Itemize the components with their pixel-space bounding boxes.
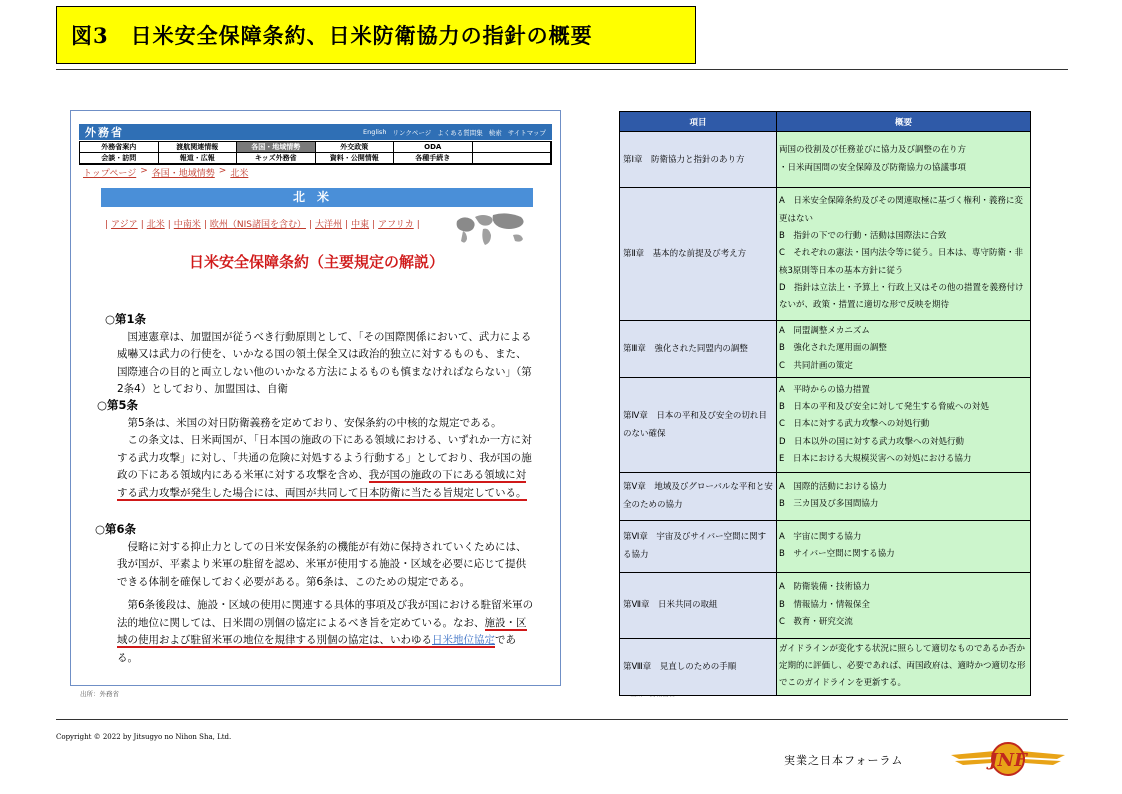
region-sep: | bbox=[416, 220, 420, 230]
overview-cell bbox=[777, 188, 1031, 321]
nav-item[interactable]: 資料・公開情報 bbox=[316, 153, 395, 164]
mofa-screenshot bbox=[70, 110, 561, 686]
article-5-heading: ○第5条 bbox=[97, 398, 139, 412]
nav-item[interactable] bbox=[473, 153, 552, 164]
nav-item[interactable] bbox=[473, 142, 552, 153]
header-overview: 概要 bbox=[777, 112, 1031, 132]
chapter-cell: 第Ⅱ章 基本的な前提及び考え方 bbox=[620, 188, 777, 321]
copyright: Copyright © 2022 by Jitsugyo no Nihon Sha, Ltd. bbox=[56, 733, 232, 741]
chapter-cell: 第Ⅰ章 防衛協力と指針のあり方 bbox=[620, 132, 777, 188]
mofa-header bbox=[79, 124, 552, 140]
region-sep: | bbox=[372, 220, 376, 230]
breadcrumb-sep: > bbox=[140, 166, 148, 176]
overview-item: B 日本の平和及び安全に対して発生する脅威への対処 bbox=[779, 401, 989, 412]
nav-item[interactable]: 報道・広報 bbox=[159, 153, 238, 164]
mofa-logo: 外務省 bbox=[85, 126, 124, 139]
header-link[interactable]: サイトマップ bbox=[507, 128, 546, 137]
region-link[interactable]: 大洋州 bbox=[315, 220, 343, 230]
overview-item: D 日本以外の国に対する武力攻撃への対処行動 bbox=[779, 436, 965, 447]
overview-cell bbox=[777, 132, 1031, 188]
breadcrumb-sep: > bbox=[218, 166, 227, 176]
nav-item[interactable]: キッズ外務省 bbox=[237, 153, 316, 164]
chapter-cell: 第Ⅴ章 地域及びグローバルな平和と安全のための協力 bbox=[620, 472, 777, 520]
nav-item[interactable]: ODA bbox=[394, 142, 473, 153]
region-sep: | bbox=[140, 220, 144, 230]
article-5-highlight: 我が国の施政の下にある領域に対する武力攻撃が発生した場合には、両国が共同して日本防衛に当たる旨規定している。 bbox=[117, 469, 527, 499]
guidelines-table bbox=[619, 111, 1031, 696]
title-rule bbox=[56, 69, 1068, 70]
overview-item: ガイドラインが変化する状況に照らして適切なものであるか否か定期的に評価し、必要であれば、両国政府は、適時かつ適切な形でこのガイドラインを更新する。 bbox=[779, 643, 1026, 689]
overview-item: A 同盟調整メカニズム bbox=[779, 326, 870, 336]
article-6-end: である。 bbox=[117, 634, 516, 664]
table-header-row bbox=[620, 112, 1031, 132]
header-link[interactable]: リンクページ bbox=[392, 128, 432, 137]
nav-item[interactable]: 会談・訪問 bbox=[80, 153, 159, 164]
region-link[interactable]: 欧州（NIS諸国を含む） bbox=[209, 220, 306, 230]
overview-item: A 平時からの協力措置 bbox=[779, 384, 870, 395]
overview-cell bbox=[777, 321, 1031, 378]
breadcrumb-top[interactable]: トップページ bbox=[83, 169, 137, 179]
forum-name: 実業之日本フォーラム bbox=[784, 754, 904, 767]
overview-cell bbox=[777, 520, 1031, 572]
article-5-p1: 第5条は、米国の対日防衛義務を定めており、安保条約の中核的な規定である。 bbox=[127, 416, 502, 429]
table-body bbox=[620, 132, 1031, 696]
header-link[interactable]: 検索 bbox=[488, 128, 502, 137]
overview-item: C それぞれの憲法・国内法令等に従う。日本は、専守防衛・非核3原則等日本の基本方針に従う bbox=[779, 248, 1023, 276]
nav-item[interactable]: 各国・地域情勢 bbox=[237, 142, 316, 153]
header-link[interactable]: English bbox=[362, 127, 387, 136]
overview-cell bbox=[777, 572, 1031, 638]
breadcrumb bbox=[83, 166, 248, 179]
chapter-cell: 第Ⅵ章 宇宙及びサイバー空間に関する協力 bbox=[620, 520, 777, 572]
overview-item: C 共同計画の策定 bbox=[779, 360, 853, 371]
overview-item: A 日米安全保障条約及びその関連取極に基づく権利・義務に変更はない bbox=[779, 196, 1023, 224]
overview-cell bbox=[777, 638, 1031, 695]
region-link[interactable]: 中東 bbox=[351, 220, 370, 230]
nav-item[interactable]: 外交政策 bbox=[316, 142, 395, 153]
overview-item: C 日本に対する武力攻撃への対処行動 bbox=[779, 419, 930, 430]
table-row bbox=[620, 188, 1031, 321]
overview-item: 両国の役割及び任務並びに協力及び調整の在り方 bbox=[779, 145, 967, 156]
article-6-p1: 侵略に対する抑止力としての日米安保条約の機能が有効に保持されていくためには、我が国が、平素より米軍の駐留を認め、米軍が使用する施設・区域を必要に応じて提供できる体制を確保しておく必要がある。第6条は、このための規定である。 bbox=[117, 540, 527, 588]
logo-text: JNF bbox=[989, 750, 1027, 771]
breadcrumb-regions[interactable]: 各国・地域情勢 bbox=[151, 169, 215, 179]
table-row bbox=[620, 472, 1031, 520]
region-sep: | bbox=[203, 220, 207, 230]
source-left: 出所：外務省 bbox=[80, 690, 119, 698]
overview-item: C 教育・研究交流 bbox=[779, 617, 853, 628]
chapter-cell: 第Ⅲ章 強化された同盟内の調整 bbox=[620, 321, 777, 378]
article-6-heading: ○第6条 bbox=[95, 522, 137, 536]
table-row bbox=[620, 321, 1031, 378]
table-row bbox=[620, 638, 1031, 695]
world-map-icon bbox=[453, 211, 533, 247]
article-6-text-iwayuru: は、いわゆる bbox=[369, 634, 432, 646]
article-1 bbox=[97, 311, 535, 399]
article-5-p2-text: この条文は、日米両国が、「日本国の施政の下にある領域における、いずれか一方に対する武力攻撃」に対し、「共通の危険に対処するよう行動する」としており、我が国の施政の下にある領域内にある米軍に対する攻撃を含め、 bbox=[117, 434, 532, 481]
region-bar: 北米 bbox=[101, 188, 533, 207]
nav-item[interactable]: 外務省案内 bbox=[80, 142, 159, 153]
overview-cell bbox=[777, 472, 1031, 520]
header-link[interactable]: よくある質問集 bbox=[437, 128, 483, 137]
overview-item: B 情報協力・情報保全 bbox=[779, 599, 870, 610]
overview-item: ・日米両国間の安全保障及び防衛協力の協議事項 bbox=[779, 162, 967, 173]
overview-item: A 国際的活動における協力 bbox=[779, 482, 887, 493]
title-box bbox=[56, 6, 696, 64]
nav-item[interactable]: 各種手続き bbox=[394, 153, 473, 164]
chapter-cell: 第Ⅶ章 日米共同の取組 bbox=[620, 572, 777, 638]
table-row bbox=[620, 520, 1031, 572]
treaty-title: 日米安全保障条約（主要規定の解説） bbox=[188, 253, 444, 271]
region-link[interactable]: 北米 bbox=[146, 220, 165, 230]
overview-item: A 防衛装備・技術協力 bbox=[779, 582, 870, 593]
article-6-p2-text: 第6条後段は、施設・区域の使用に関連する具体的事項及び我が国における駐留米軍の法的地位に関しては、日米間の別個の協定によるべき旨を定めている。なお、 bbox=[117, 599, 534, 629]
table-row bbox=[620, 377, 1031, 472]
article-5 bbox=[97, 397, 535, 502]
mofa-nav bbox=[79, 141, 552, 165]
nav-item[interactable]: 渡航関連情報 bbox=[159, 142, 238, 153]
breadcrumb-northamerica[interactable]: 北米 bbox=[230, 169, 249, 179]
region-sep: | bbox=[167, 220, 171, 230]
table-row bbox=[620, 132, 1031, 188]
article-6-p2 bbox=[117, 597, 535, 667]
region-link[interactable]: アジア bbox=[111, 220, 138, 230]
article-6-highlight: 施設・区域の使用および駐留米軍の地位を規律する別個の協定 bbox=[117, 616, 527, 646]
sofa-link[interactable]: 日米地位協定 bbox=[432, 634, 495, 646]
overview-item: D 指針は立法上・予算上・行政上又はその他の措置を義務付けないが、政策・措置に適切な形で反映を期待 bbox=[779, 282, 1024, 311]
footer-rule bbox=[56, 719, 1068, 720]
overview-item: B 強化された運用面の調整 bbox=[779, 343, 887, 354]
overview-item: B 三カ国及び多国間協力 bbox=[779, 499, 879, 510]
chapter-cell: 第Ⅳ章 日本の平和及び安全の切れ目のない確保 bbox=[620, 377, 777, 472]
overview-item: B サイバー空間に関する協力 bbox=[779, 549, 895, 560]
article-5-p2 bbox=[117, 432, 535, 502]
header-item: 項目 bbox=[620, 112, 777, 132]
article-6 bbox=[97, 521, 535, 667]
overview-item: E 日本における大規模災害への対処における協力 bbox=[779, 453, 972, 464]
region-link[interactable]: アフリカ bbox=[378, 220, 414, 230]
article-1-heading: ○第1条 bbox=[105, 312, 147, 326]
region-sep: | bbox=[345, 220, 349, 230]
region-sep: | bbox=[105, 220, 109, 230]
chapter-cell: 第Ⅷ章 見直しのための手順 bbox=[620, 638, 777, 695]
overview-item: B 指針の下での行動・活動は国際法に合致 bbox=[779, 231, 947, 242]
article-1-text: 国連憲章は、加盟国が従うべき行動原則として、「その国際関係において、武力による威嚇又は武力の行使を、いかなる国の領土保全又は政治的独立に対するものも、また、国際連合の目的と両立しない他のいかなる方法によるものも慎まなければならない」（第2条4）としており、加盟国は、自衛 bbox=[117, 330, 532, 395]
region-sep: | bbox=[308, 220, 313, 230]
jnf-logo bbox=[949, 741, 1067, 781]
table-row bbox=[620, 572, 1031, 638]
mofa-header-links bbox=[363, 128, 546, 137]
overview-cell bbox=[777, 377, 1031, 472]
overview-item: A 宇宙に関する協力 bbox=[779, 532, 862, 543]
region-link[interactable]: 中南米 bbox=[173, 220, 201, 230]
region-links bbox=[105, 218, 445, 232]
page-title: 図3 日米安全保障条約、日米防衛協力の指針の概要 bbox=[71, 23, 593, 48]
